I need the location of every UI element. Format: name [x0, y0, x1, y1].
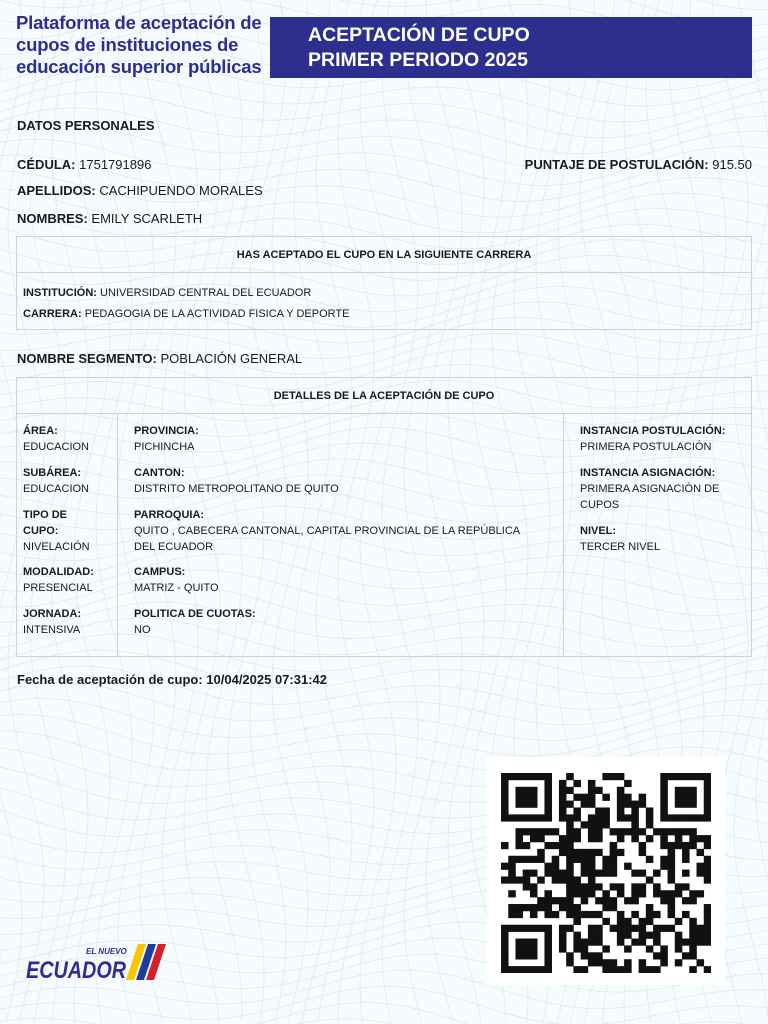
puntaje-value: 915.50: [712, 157, 752, 172]
segment-row: [17, 351, 302, 366]
cuotas-field: [134, 606, 256, 638]
logo-big-text: ECUADOR: [26, 957, 127, 984]
jornada-field: [23, 606, 81, 638]
details-box-title: DETALLES DE LA ACEPTACIÓN DE CUPO: [273, 390, 495, 402]
segment-label: NOMBRE SEGMENTO:: [17, 351, 157, 366]
cedula-value: 1751791896: [79, 157, 152, 172]
subarea-label: SUBÁREA:: [23, 467, 82, 479]
banner-line1: ACEPTACIÓN DE CUPO: [308, 24, 530, 46]
instancia-postulacion-value: PRIMERA POSTULACIÓN: [580, 441, 712, 453]
area-field: [23, 423, 89, 455]
fecha-label: Fecha de aceptación de cupo:: [17, 672, 203, 687]
banner-line2: PRIMER PERIODO 2025: [308, 49, 528, 71]
platform-title-line2: cupos de instituciones de: [16, 34, 239, 55]
platform-title: [16, 12, 266, 78]
nivel-label: NIVEL:: [580, 525, 617, 537]
career-box: [16, 236, 752, 330]
modalidad-value: PRESENCIAL: [23, 582, 93, 594]
section-title-personal: DATOS PERSONALES: [17, 118, 155, 133]
nivel-value: TERCER NIVEL: [580, 541, 661, 553]
el-nuevo-ecuador-logo: [24, 940, 174, 988]
cuotas-value: NO: [134, 624, 151, 636]
parroquia-value-line2: DEL ECUADOR: [134, 541, 214, 553]
nombres-label: NOMBRES:: [17, 211, 88, 226]
parroquia-field: [134, 507, 520, 555]
column-divider: [563, 413, 564, 656]
apellidos-row: [17, 183, 263, 198]
provincia-field: [134, 423, 199, 455]
instancia-asignacion-label: INSTANCIA ASIGNACIÓN:: [580, 467, 716, 479]
canton-field: [134, 465, 339, 497]
canton-value: DISTRITO METROPOLITANO DE QUITO: [134, 483, 339, 495]
institucion-value: UNIVERSIDAD CENTRAL DEL ECUADOR: [100, 287, 312, 299]
instancia-postulacion-label: INSTANCIA POSTULACIÓN:: [580, 425, 726, 437]
fecha-value: 10/04/2025 07:31:42: [206, 672, 327, 687]
nombres-row: [17, 211, 202, 226]
campus-value: MATRIZ - QUITO: [134, 582, 219, 594]
instancia-postulacion-field: [580, 423, 725, 455]
platform-title-line3: educación superior públicas: [16, 56, 262, 77]
career-box-title: HAS ACEPTADO EL CUPO EN LA SIGUIENTE CARRERA: [236, 249, 532, 261]
campus-field: [134, 564, 219, 596]
document-banner: [270, 17, 752, 78]
apellidos-label: APELLIDOS:: [17, 183, 96, 198]
subarea-field: [23, 465, 89, 497]
institucion-label: INSTITUCIÓN:: [23, 287, 97, 299]
tipo-cupo-label-line2: CUPO:: [23, 525, 59, 537]
qr-code-icon: [501, 773, 711, 973]
cedula-row: [17, 157, 151, 172]
provincia-value: PICHINCHA: [134, 441, 195, 453]
carrera-value: PEDAGOGIA DE LA ACTIVIDAD FISICA Y DEPORTE: [84, 308, 350, 320]
logo-small-text: EL NUEVO: [86, 947, 127, 956]
qr-code-container: [487, 757, 725, 985]
campus-label: CAMPUS:: [134, 566, 186, 578]
institucion-row: [23, 287, 311, 299]
provincia-label: PROVINCIA:: [134, 425, 199, 437]
apellidos-value: CACHIPUENDO MORALES: [99, 183, 263, 198]
instancia-asignacion-value-line1: PRIMERA ASIGNACIÓN DE: [580, 483, 720, 495]
tipo-cupo-value: NIVELACIÓN: [23, 541, 90, 553]
puntaje-row: [525, 157, 752, 172]
area-value: EDUCACION: [23, 441, 90, 453]
segment-value: POBLACIÓN GENERAL: [160, 351, 303, 366]
divider: [17, 272, 751, 273]
subarea-value: EDUCACION: [23, 483, 90, 495]
column-divider: [117, 413, 118, 656]
carrera-label: CARRERA:: [23, 308, 82, 320]
cuotas-label: POLITICA DE CUOTAS:: [134, 608, 256, 620]
parroquia-label: PARROQUIA:: [134, 509, 205, 521]
instancia-asignacion-value-line2: CUPOS: [580, 499, 620, 511]
cedula-label: CÉDULA:: [17, 157, 76, 172]
parroquia-value-line1: QUITO , CABECERA CANTONAL, CAPITAL PROVINCIAL DE LA REPÚBLICA: [134, 525, 521, 537]
puntaje-label: PUNTAJE DE POSTULACIÓN:: [524, 157, 709, 172]
tipo-cupo-field: [23, 507, 90, 555]
details-box: [16, 377, 752, 657]
nombres-value: EMILY SCARLETH: [91, 211, 203, 226]
fecha-row: [17, 672, 327, 687]
instancia-asignacion-field: [580, 465, 719, 513]
area-label: ÁREA:: [23, 425, 58, 437]
divider: [17, 413, 751, 414]
modalidad-field: [23, 564, 94, 596]
jornada-value: INTENSIVA: [23, 624, 81, 636]
carrera-row: [23, 308, 349, 320]
jornada-label: JORNADA:: [23, 608, 82, 620]
modalidad-label: MODALIDAD:: [23, 566, 94, 578]
nivel-field: [580, 523, 660, 555]
canton-label: CANTON:: [134, 467, 185, 479]
platform-title-line1: Plataforma de aceptación de: [16, 12, 262, 33]
tipo-cupo-label-line1: TIPO DE: [23, 509, 68, 521]
